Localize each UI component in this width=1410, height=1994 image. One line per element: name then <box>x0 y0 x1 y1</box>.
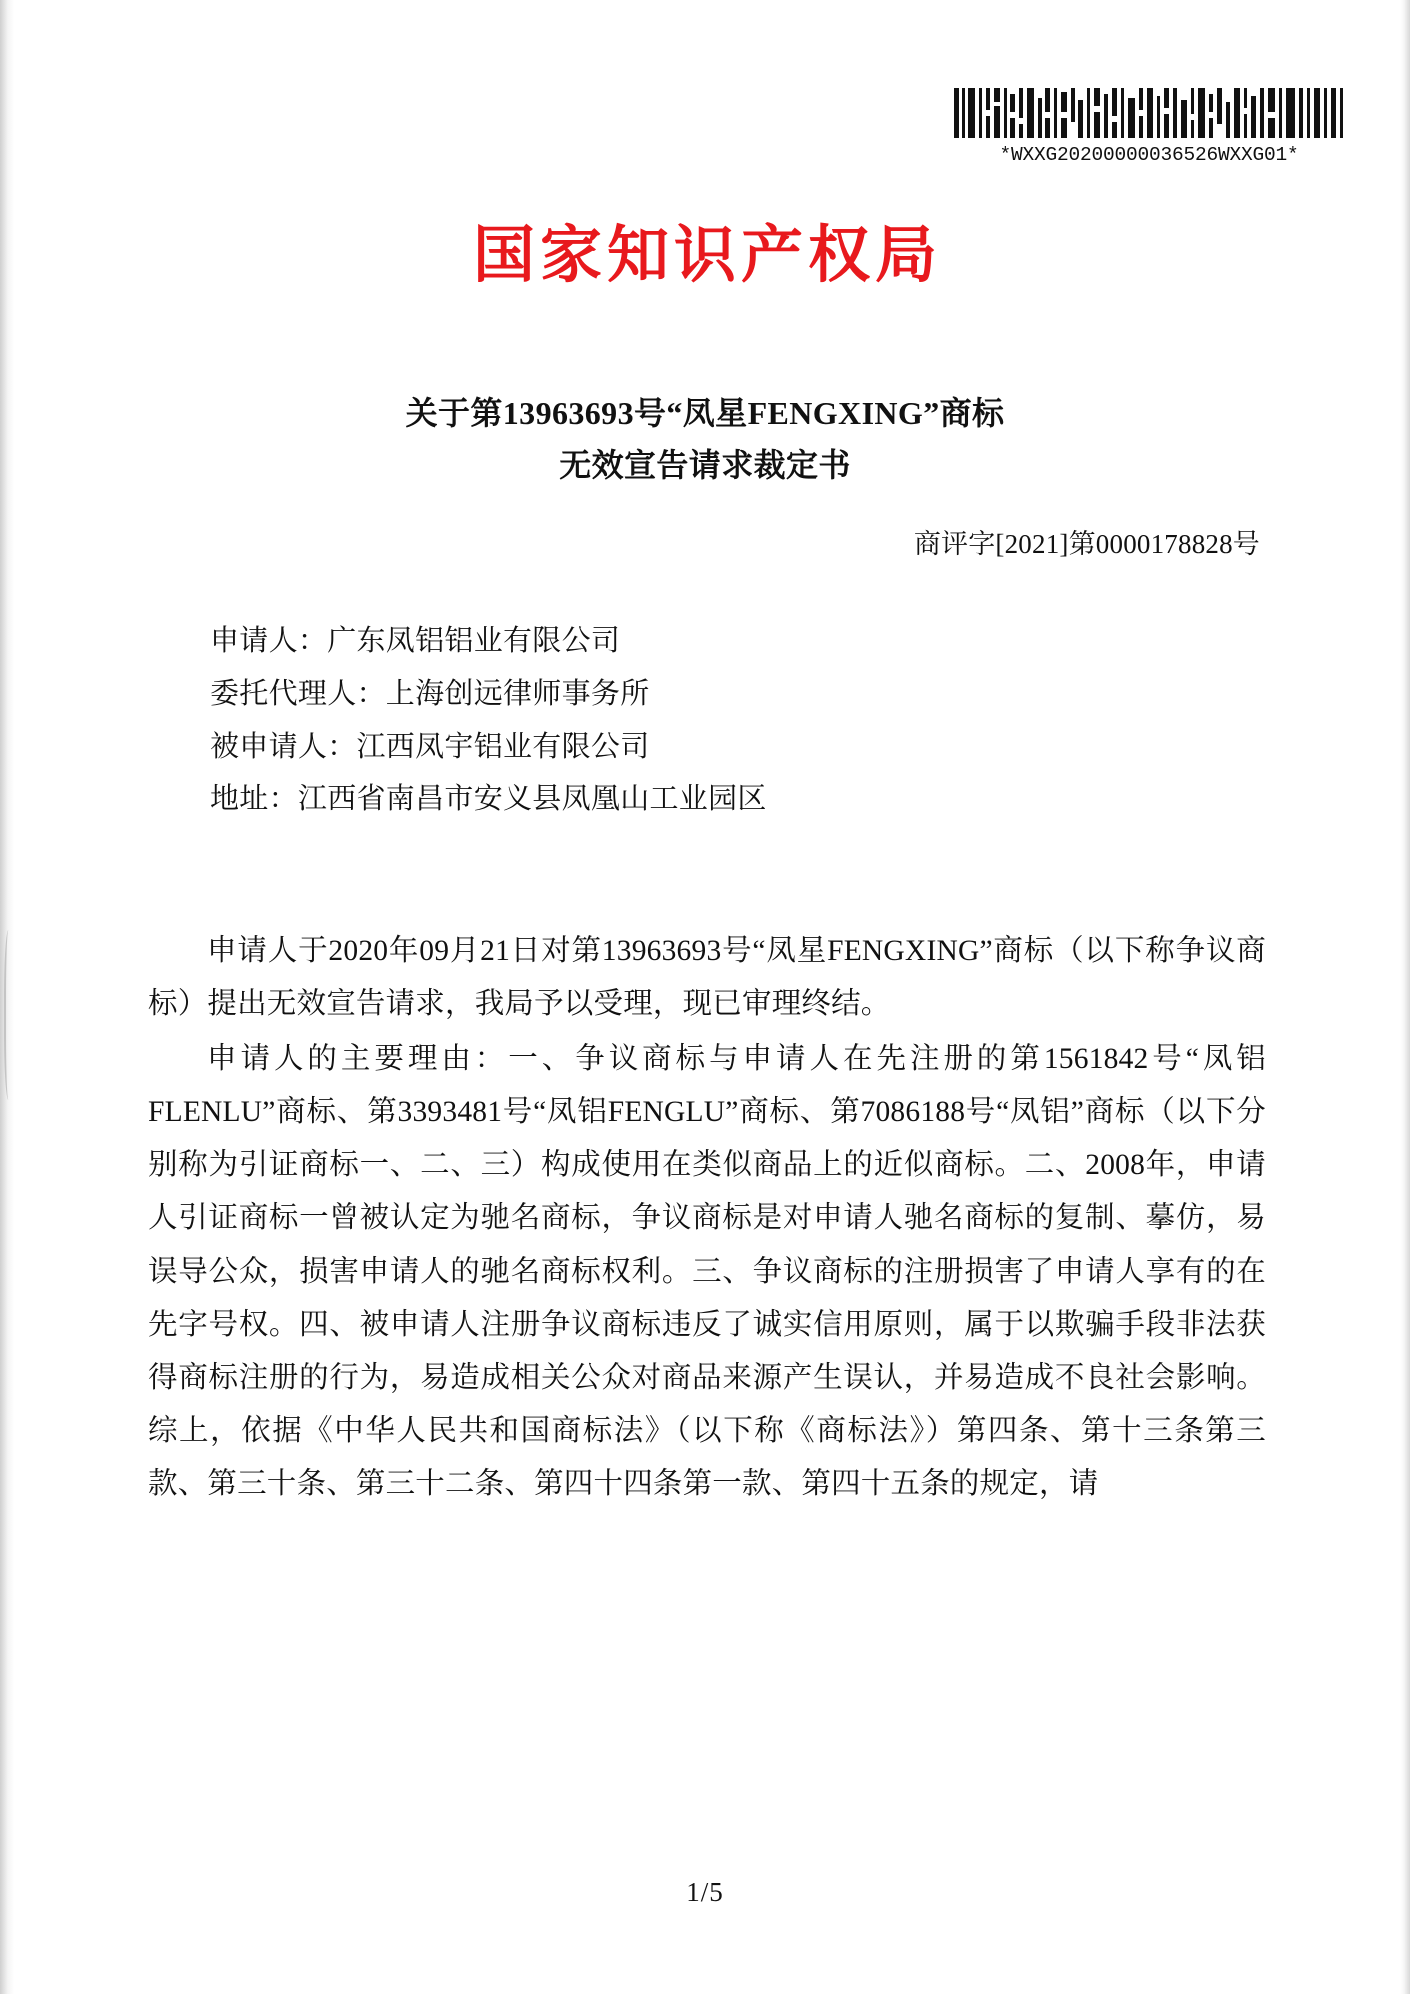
barcode-text: *WXXG20200000036526WXXG01* <box>999 144 1299 166</box>
document-title <box>0 388 1410 492</box>
document-title-line-1: 关于第13963693号“凤星FENGXING”商标 <box>405 395 1005 431</box>
paragraph-2: 申请人的主要理由：一、争议商标与申请人在先注册的第1561842号“凤铝 FLENLU”商标、第3393481号“凤铝FENGLU”商标、第7086188号“凤铝”商标（以下分别称为引证商标一、二、三）构成使用在类似商品上的近似商标。二、2008年，申请人引证商标一曾被认定为驰名商标，争议商标是对申请人驰名商标的复制、摹仿，易误导公众，损害申请人的驰名商标权利。三、争议商标的注册损害了申请人享有的在先字号权。四、被申请人注册争议商标违反了诚实信用原则，属于以欺骗手段非法获得商标注册的行为，易造成相关公众对商品来源产生误认，并易造成不良社会影响。综上，依据《中华人民共和国商标法》（以下称《商标法》）第四条、第十三条第三款、第三十条、第三十二条、第四十四条第一款、第四十五条的规定，请 <box>148 1043 1266 1500</box>
scan-edge-artifact <box>4 930 15 1100</box>
address-line: 地址：江西省南昌市安义县凤凰山工业园区 <box>210 783 767 816</box>
body-text <box>148 925 1266 1513</box>
page-number: 1/5 <box>686 1877 724 1907</box>
barcode-icon <box>954 88 1344 138</box>
paragraph-1: 申请人于2020年09月21日对第13963693号“凤星FENGXING”商标（以下称争议商标）提出无效宣告请求，我局予以受理，现已审理终结。 <box>148 935 1266 1021</box>
parties-block <box>210 615 1260 826</box>
applicant-line: 申请人：广东凤铝铝业有限公司 <box>210 625 621 657</box>
respondent-line: 被申请人：江西凤宇铝业有限公司 <box>210 730 650 763</box>
organization-title: 国家知识产权局 <box>472 218 942 291</box>
agent-line: 委托代理人：上海创远律师事务所 <box>210 677 650 710</box>
barcode-block <box>954 88 1344 166</box>
document-title-line-2: 无效宣告请求裁定书 <box>559 446 851 483</box>
document-number: 商评字[2021]第0000178828号 <box>913 529 1260 559</box>
